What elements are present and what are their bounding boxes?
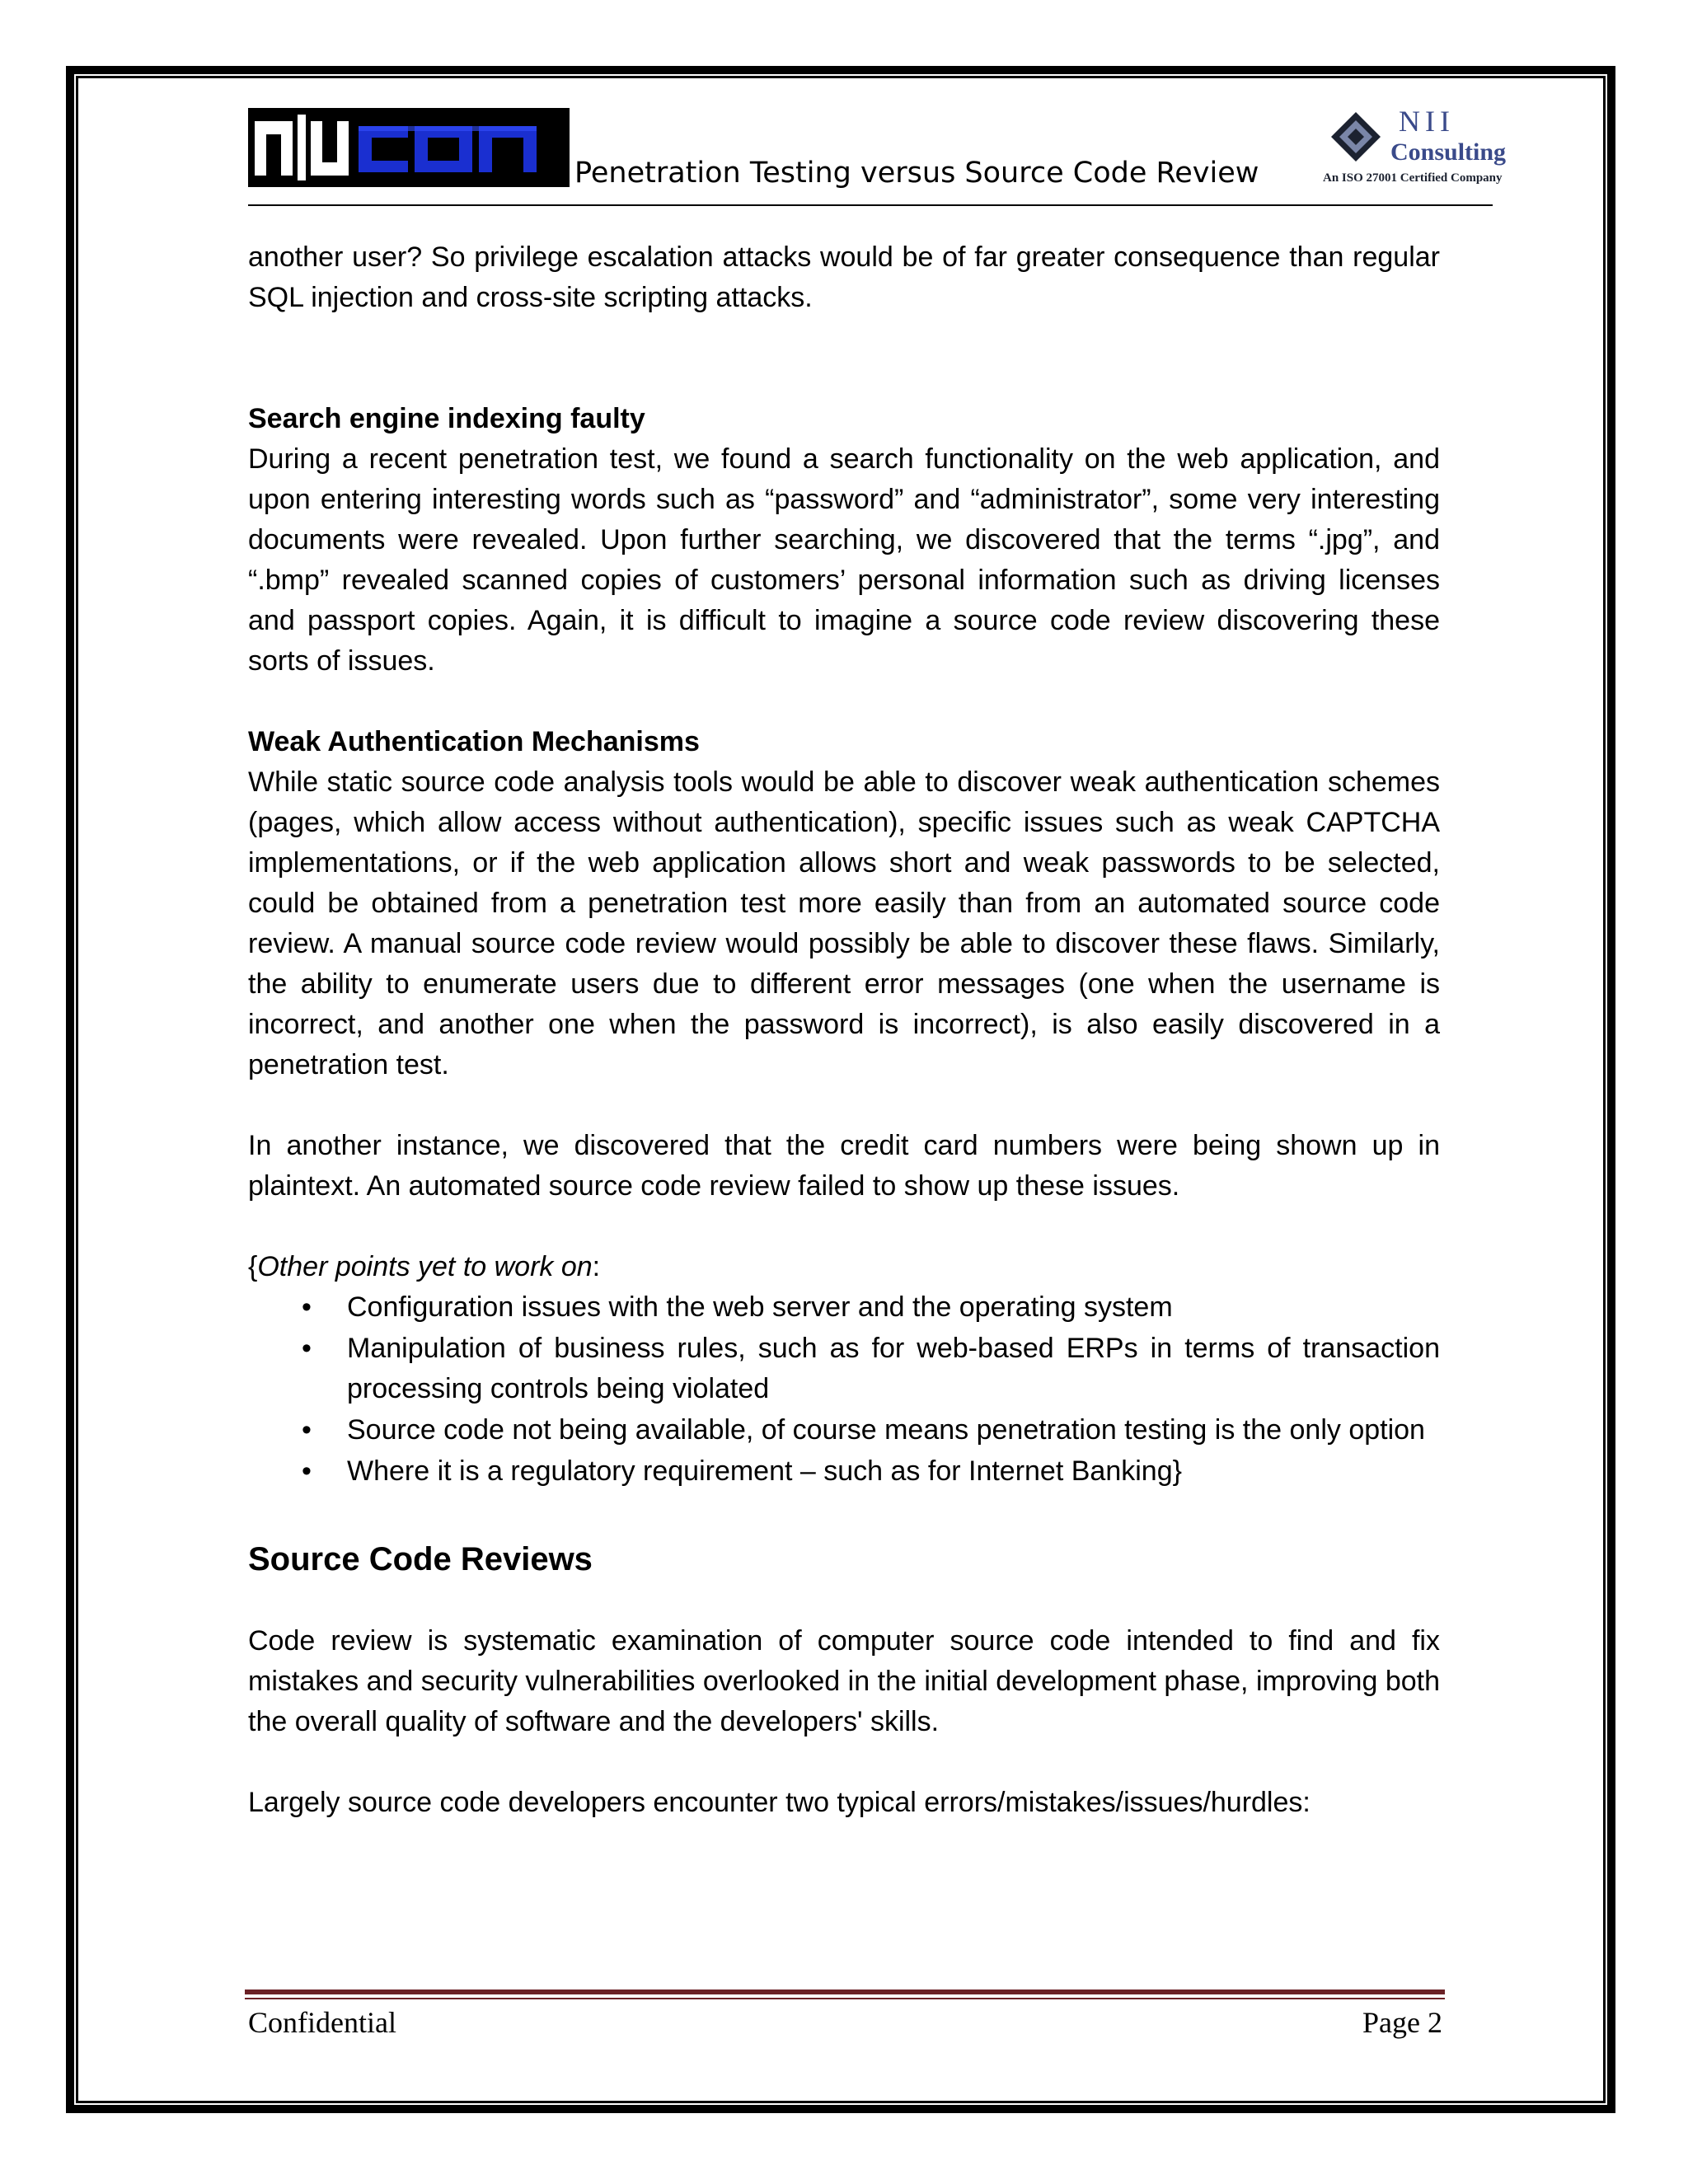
notes-label: {Other points yet to work on: [248, 1251, 601, 1282]
section-title: Source Code Reviews [248, 1541, 593, 1577]
document-body [248, 237, 1440, 1823]
section-paragraph: While static source code analysis tools would be able to discover weak authentication schemes (pages, which allow access without authentication), specific issues such as weak CAPTCHA implementations, or if the web application allows short and weak passwords to be selected, could be obtained from a penetration test more easily than from an automated source code review. A manual source code review would possibly be able to discover these flaws. Similarly, the ability to enumerate users due to different error messages (one when the username is incorrect, and another one when the password is incorrect), is also easily discovered in a penetration test. [248, 766, 1440, 1080]
code-review-paragraph: Code review is systematic examination of computer source code intended to find and fix mistakes and security vulnerabilities overlooked in the initial development phase, improving both the overall quality of software and the developers' skills. [248, 1625, 1440, 1737]
list-item: • Source code not being available, of course means penetration testing is the only option [302, 1414, 1425, 1446]
section-heading: Search engine indexing faulty [248, 403, 645, 434]
header-divider [248, 204, 1493, 206]
nii-sub: Consulting [1390, 138, 1507, 166]
list-item: • Where it is a regulatory requirement – such as for Internet Banking} [302, 1455, 1182, 1487]
section-heading: Weak Authentication Mechanisms [248, 726, 700, 757]
intro-paragraph: another user? So privilege escalation attacks would be of far greater consequence than regular SQL injection and cross-site scripting attacks. [248, 241, 1440, 313]
code-review-paragraph: Largely source code developers encounter two typical errors/mistakes/issues/hurdles: [248, 1787, 1311, 1818]
document-title: Penetration Testing versus Source Code Review [574, 157, 1259, 190]
list-item: • Manipulation of business rules, such as for web-based ERPs in terms of transaction processing controls being violated [302, 1333, 1440, 1404]
section-paragraph: During a recent penetration test, we found a search functionality on the web application, and upon entering interesting words such as “password” and “administrator”, some very interesting documents were revealed. Upon further searching, we discovered that the terms “.jpg”, and “.bmp” revealed scanned copies of customers’ personal information such as driving licenses and passport copies. Again, it is difficult to imagine a source code review discovering these sorts of issues. [248, 443, 1440, 677]
nii-name: NII [1399, 105, 1455, 138]
footer-divider-thin [245, 1998, 1445, 1999]
footer-confidential: Confidential [248, 2006, 396, 2039]
footer-page-number: Page 2 [1362, 2006, 1442, 2039]
paragraph-credit-card: In another instance, we discovered that the credit card numbers were being shown up in plaintext. An automated source code review failed to show up these issues. [248, 1130, 1440, 1202]
nii-tagline: An ISO 27001 Certified Company [1323, 171, 1503, 185]
list-item: • Configuration issues with the web server and the operating system [302, 1291, 1173, 1323]
notes-list [248, 1287, 1440, 1492]
nucon-logo [248, 108, 570, 187]
footer-divider [245, 1990, 1445, 1994]
nii-consulting-logo [1323, 104, 1545, 194]
